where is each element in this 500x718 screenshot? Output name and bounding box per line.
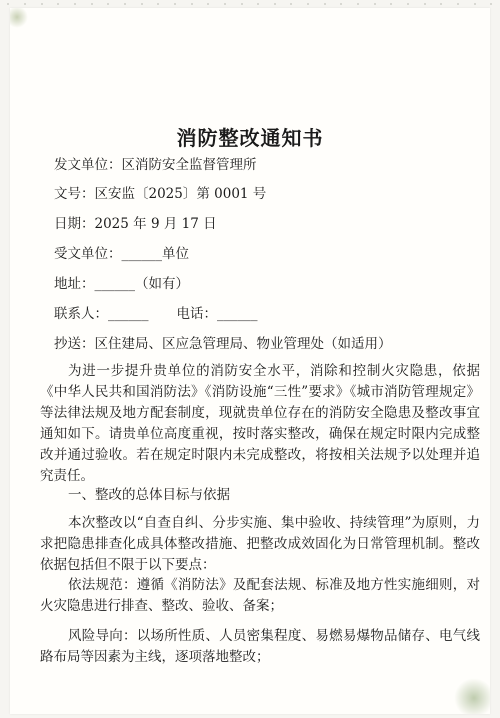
point-risk-paragraph: 风险导向：以场所性质、人员密集程度、易燃易爆物品储存、电气线路布局等因素为主线，逐项落地整改； [40,628,480,665]
recipient-line: 受文单位：______单位 [54,246,189,262]
document-page [10,8,490,714]
contact-phone: 电话：______ [176,306,258,322]
corner-decoration [454,678,490,714]
corner-decoration [10,8,28,28]
issuer-line: 发文单位：区消防安全监督管理所 [54,157,257,173]
document-title: 消防整改通知书 [176,126,324,150]
address-line: 地址：______（如有） [54,276,189,292]
point-law-paragraph: 依法规范：遵循《消防法》及配套法规、标准及地方性实施细则，对火灾隐患进行排查、整改、验收、备案； [40,577,480,614]
contact-line [54,305,258,323]
cc-line: 抄送：区住建局、区应急管理局、物业管理处（如适用） [54,336,392,352]
date-line: 日期：2025 年 9 月 17 日 [54,216,217,232]
contact-person: 联系人：______ [54,306,149,322]
doc-number-line: 文号：区安监〔2025〕第 0001 号 [54,186,267,202]
intro-paragraph: 为进一步提升贵单位的消防安全水平，消除和控制火灾隐患，依据《中华人民共和国消防法》《消防设施“三性”要求》《城市消防管理规定》等法律法规及地方配套制度，现就贵单位存在的消防安全隐患及整改事宜通知如下。请贵单位高度重视，按时落实整改，确保在规定时限内完成整改并通过验收。若在规定时限内未完成整改，将按相关法规予以处理并追究责任。 [40,363,480,484]
top-decoration [0,0,500,8]
section-heading: 一、整改的总体目标与依据 [68,487,230,503]
section-body-paragraph: 本次整改以“自查自纠、分步实施、集中验收、持续管理”为原则，力求把隐患排查化成具体整改措施、把整改成效固化为日常管理机制。整改依据包括但不限于以下要点： [40,515,480,573]
